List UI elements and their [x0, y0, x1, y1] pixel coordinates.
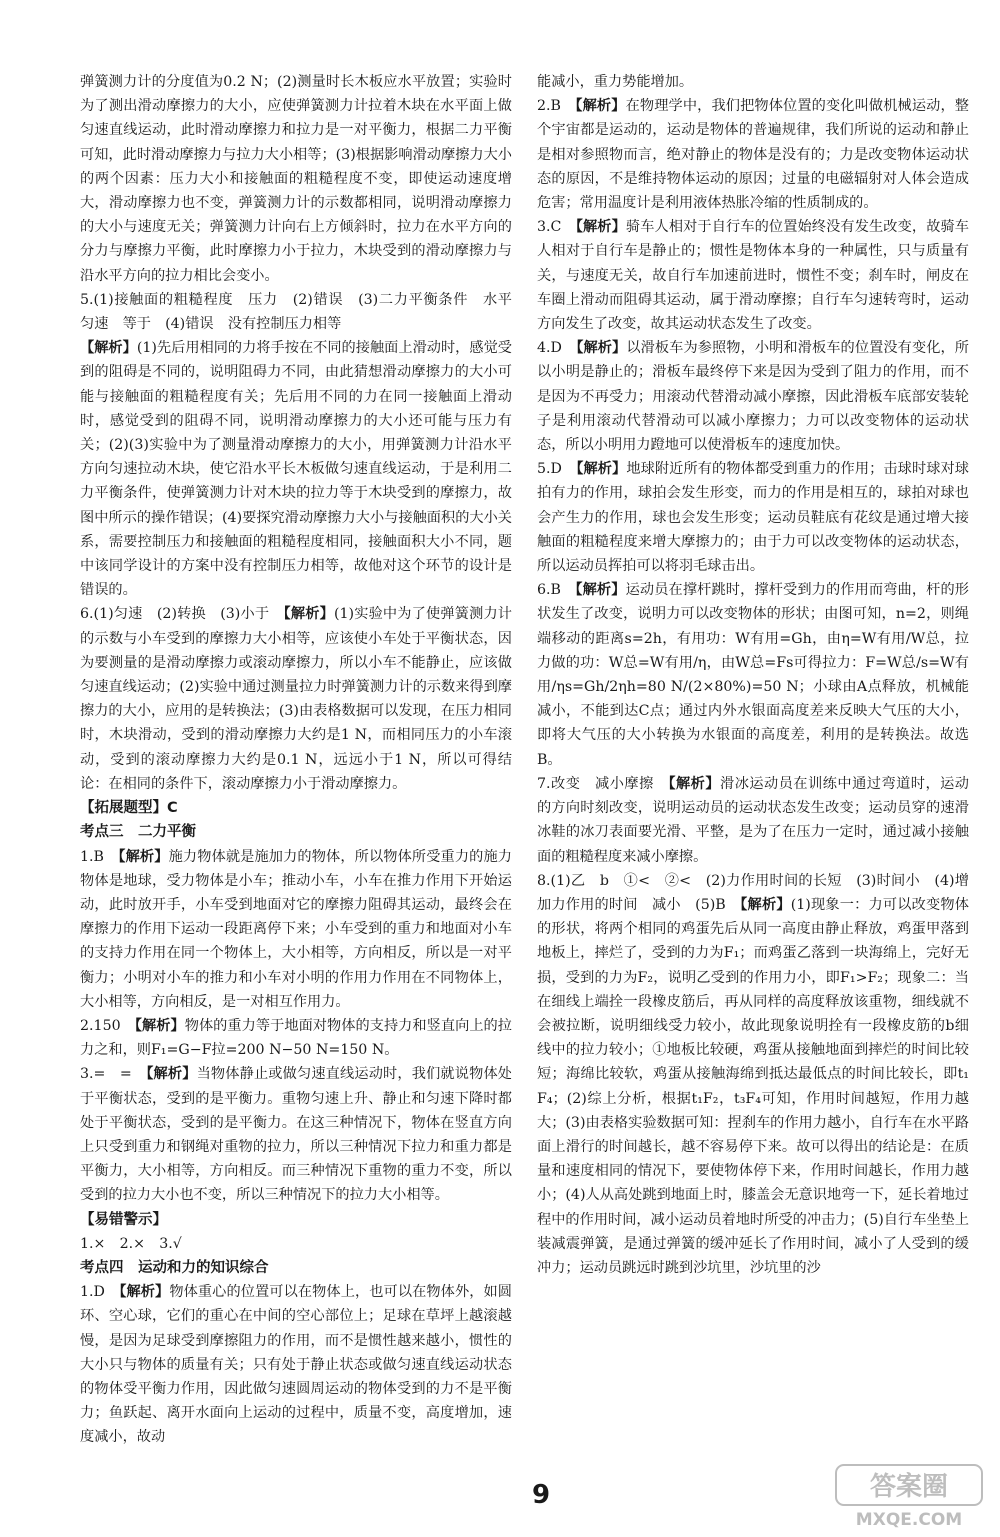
answer-paragraph: 1.D 【解析】物体重心的位置可以在物体上，也可以在物体外，如圆环、空心球，它们的重心在中间的空心部位上；足球在草坪上越滚越慢，是因为足球受到摩擦阻力的作用，而不是惯性越来越小，惯性的大小只与物体的质量有关；只有处于静止状态或做匀速直线运动状态的物体受平衡力作用，因此做匀速圆周运动的物体受到的力不是平衡力；鱼跃起、离开水面向上运动的过程中，质量不变，高度增加，速度减小，故动: [80, 1284, 512, 1446]
watermark-logo-icon: [834, 1461, 984, 1531]
watermark-url: MXQE.COM: [855, 1510, 963, 1530]
answer-paragraph: 【解析】(1)先后用相同的力将手按在不同的接触面上滑动时，感觉受到的阻碍是不同的，说明阻碍力不同，由此猜想滑动摩擦力的大小可能与接触面的粗糙程度有关；先后用不同的力在同一接触面上滑动时，感觉受到的阻碍不同，说明滑动摩擦力的大小还可能与压力有关；(2)(3)实验中为了测量滑动摩擦力的大小，用弹簧测力计沿水平方向匀速拉动木块，使它沿水平长木板做匀速直线运动，于是利用二力平衡条件，使弹簧测力计对木块的拉力等于木块受到的摩擦力，故图中所示的操作错误；(4)要探究滑动摩擦力大小与接触面积的大小关系，需要控制压力和接触面的粗糙程度相同，接触面积大小不同，题中该同学设计的方案中没有控制压力相等，故他对这个环节的设计是错误的。: [80, 340, 512, 599]
section-heading: 考点四 运动和力的知识综合: [80, 1259, 269, 1276]
answer-paragraph: 6.B 【解析】运动员在撑杆跳时，撑杆受到力的作用而弯曲，杆的形状发生了改变，说明力可以改变物体的形状；由图可知，n=2，则绳端移动的距离s=2h，有用功：W有用=Gh，由η=W有用/W总，拉力做的功：W总=W有用/η，由W总=Fs可得拉力：F=W总/s=W有用/ηs=Gh/2ηh=80 N/(2×80%)=50 N；小球由A点释放，机械能减小，不能到达C点；通过内外水银面高度差来反映大气压的大小，即将大气压的大小转换为水银面的高度差，利用的是转换法。故选B。: [537, 582, 969, 768]
answer-paragraph: 1.× 2.× 3.√: [80, 1235, 182, 1252]
answer-paragraph: 7.改变 减小摩擦 【解析】滑冰运动员在训练中通过弯道时，运动的方向时刻改变，说明运动员的运动状态发生改变；运动员穿的速滑冰鞋的冰刀表面要光滑、平整，是为了在压力一定时，通过减小接触面的粗糙程度来减小摩擦。: [537, 775, 969, 865]
watermark-text: 答案圈: [869, 1472, 949, 1502]
answer-paragraph: 8.(1)乙 b ①< ②< (2)力作用时间的长短 (3)时间小 (4)增加力作用的时间 减小 (5)B 【解析】(1)现象一：力可以改变物体的形状，将两个相同的鸡蛋先后从同一高度由静止释放，鸡蛋甲落到地板上，摔烂了，受到的力为F₁；而鸡蛋乙落到一块海绵上，完好无损，受到的力为F₂，说明乙受到的作用力小，即F₁>F₂；现象二：当在细线上端拴一段橡皮筋后，再从同样的高度释放该重物，细线就不会被拉断，说明细线受力较小，故此现象说明拴有一段橡皮筋的b细线中的拉力较小；①地板比较硬，鸡蛋从接触地面到摔烂的时间比较短；海绵比较软，鸡蛋从接触海绵到抵达最低点的时间比较长，即t₁F₄；(2)综上分析，根据t₁F₂，t₃F₄可知，作用时间越短，作用力越大；(3)由表格实验数据可知：捏刹车的作用力越小，自行车在水平路面上滑行的时间越长，越不容易停下来。故可以得出的结论是：在质量和速度相同的情况下，要使物体停下来，作用时间越长，作用力越小；(4)人从高处跳到地面上时，膝盖会无意识地弯一下，延长着地过程中的作用时间，减小运动员着地时所受的冲击力；(5)自行车坐垫上装减震弹簧，是通过弹簧的缓冲延长了作用时间，减小了人受到的缓冲力；运动员跳远时跳到沙坑里，沙坑里的沙: [537, 872, 969, 1276]
answer-paragraph: 1.B 【解析】施力物体就是施加力的物体，所以物体所受重力的施力物体是地球，受力物体是小车；推动小车，小车在推力作用下开始运动，此时放开手，小车受到地面对它的摩擦力阻碍其运动，最终会在摩擦力的作用下运动一段距离停下来；小车受到的重力和地面对小车的支持力作用在同一个物体上，大小相等，方向相反，所以是一对平衡力；小明对小车的推力和小车对小明的作用力作用在不同物体上，大小相等，方向相反，是一对相互作用力。: [80, 848, 512, 1010]
answer-paragraph: 4.D 【解析】以滑板车为参照物，小明和滑板车的位置没有变化，所以小明是静止的；滑板车最终停下来是因为受到了阻力的作用，而不是因为不再受力；用滚动代替滑动减小摩擦，因此滑板车底部安装轮子是利用滚动代替滑动可以减小摩擦力；力可以改变物体的运动状态，所以小明用力蹬地可以使滑板车的速度加快。: [537, 340, 969, 454]
section-heading: 【易错警示】: [80, 1211, 167, 1228]
answer-paragraph: 2.B 【解析】在物理学中，我们把物体位置的变化叫做机械运动，整个宇宙都是运动的，运动是物体的普遍规律，我们所说的运动和静止是相对参照物而言，绝对静止的物体是没有的；力是改变物体运动状态的原因，不是维持物体运动的原因；过量的电磁辐射对人体会造成危害；常用温度计是利用液体热胀冷缩的性质制成的。: [537, 98, 969, 212]
right-column: [537, 70, 969, 1280]
answer-paragraph: 3.C 【解析】骑车人相对于自行车的位置始终没有发生改变，故骑车人相对于自行车是静止的；惯性是物体本身的一种属性，只与质量有关，与速度无关，故自行车加速前进时，惯性不变；刹车时，闸皮在车圈上滑动而阻碍其运动，属于滑动摩擦；自行车匀速转弯时，运动方向发生了改变，故其运动状态发生了改变。: [537, 219, 969, 333]
answer-paragraph: 6.(1)匀速 (2)转换 (3)小于 【解析】(1)实验中为了使弹簧测力计的示数与小车受到的摩擦力大小相等，应该使小车处于平衡状态，因为要测量的是滑动摩擦力或滚动摩擦力，所以小车不能静止，应该做匀速直线运动；(2)实验中通过测量拉力时弹簧测力计的示数来得到摩擦力的大小，应用的是转换法；(3)由表格数据可以发现，在压力相同时，木块滑动，受到的滑动摩擦力大约是1 N，而相同压力的小车滚动，受到的滚动摩擦力大约是0.1 N，远远小于1 N，所以可得结论：在相同的条件下，滚动摩擦力小于滑动摩擦力。: [80, 606, 512, 792]
answer-paragraph: 能减小，重力势能增加。: [537, 74, 694, 90]
answer-paragraph: 5.(1)接触面的粗糙程度 压力 (2)错误 (3)二力平衡条件 水平 匀速 等于 (4)错误 没有控制压力相等: [80, 291, 527, 333]
section-heading: 【拓展题型】C: [80, 800, 178, 817]
page-number: 9: [532, 1480, 551, 1510]
answer-paragraph: 3.= = 【解析】当物体静止或做匀速直线运动时，我们就说物体处于平衡状态，受到的是平衡力。重物匀速上升、静止和匀速下降时都处于平衡状态，受到的是平衡力。在这三种情况下，物体在竖直方向上只受到重力和钢绳对重物的拉力，所以三种情况下拉力和重力都是平衡力，大小相等，方向相反。而三种情况下重物的重力不变，所以受到的拉力大小也不变，所以三种情况下的拉力大小相等。: [80, 1066, 512, 1204]
answer-paragraph: 弹簧测力计的分度值为0.2 N；(2)测量时长木板应水平放置；实验时为了测出滑动摩擦力的大小，应使弹簧测力计拉着木块在水平面上做匀速直线运动，此时滑动摩擦力和拉力是一对平衡力，根据二力平衡可知，此时滑动摩擦力与拉力大小相等；(3)根据影响滑动摩擦力大小的两个因素：压力大小和接触面的粗糙程度不变，即使运动速度增大，滑动摩擦力也不变，弹簧测力计的示数都相同，说明滑动摩擦力的大小与速度无关；弹簧测力计向右上方倾斜时，拉力在水平方向的分力与摩擦力平衡，此时摩擦力小于拉力，木块受到的滑动摩擦力与沿水平方向的拉力相比会变小。: [80, 74, 512, 284]
section-heading: 考点三 二力平衡: [80, 824, 196, 841]
answer-paragraph: 2.150 【解析】物体的重力等于地面对物体的支持力和竖直向上的拉力之和，则F₁=G−F拉=200 N−50 N=150 N。: [80, 1017, 512, 1059]
answer-paragraph: 5.D 【解析】地球附近所有的物体都受到重力的作用；击球时球对球拍有力的作用，球拍会发生形变，而力的作用是相互的，球拍对球也会产生力的作用，球也会发生形变；运动员鞋底有花纹是通过增大接触面的粗糙程度来增大摩擦力的；由于力可以改变物体的运动状态，所以运动员挥拍可以将羽毛球击出。: [537, 461, 969, 575]
left-column: [80, 70, 527, 1450]
